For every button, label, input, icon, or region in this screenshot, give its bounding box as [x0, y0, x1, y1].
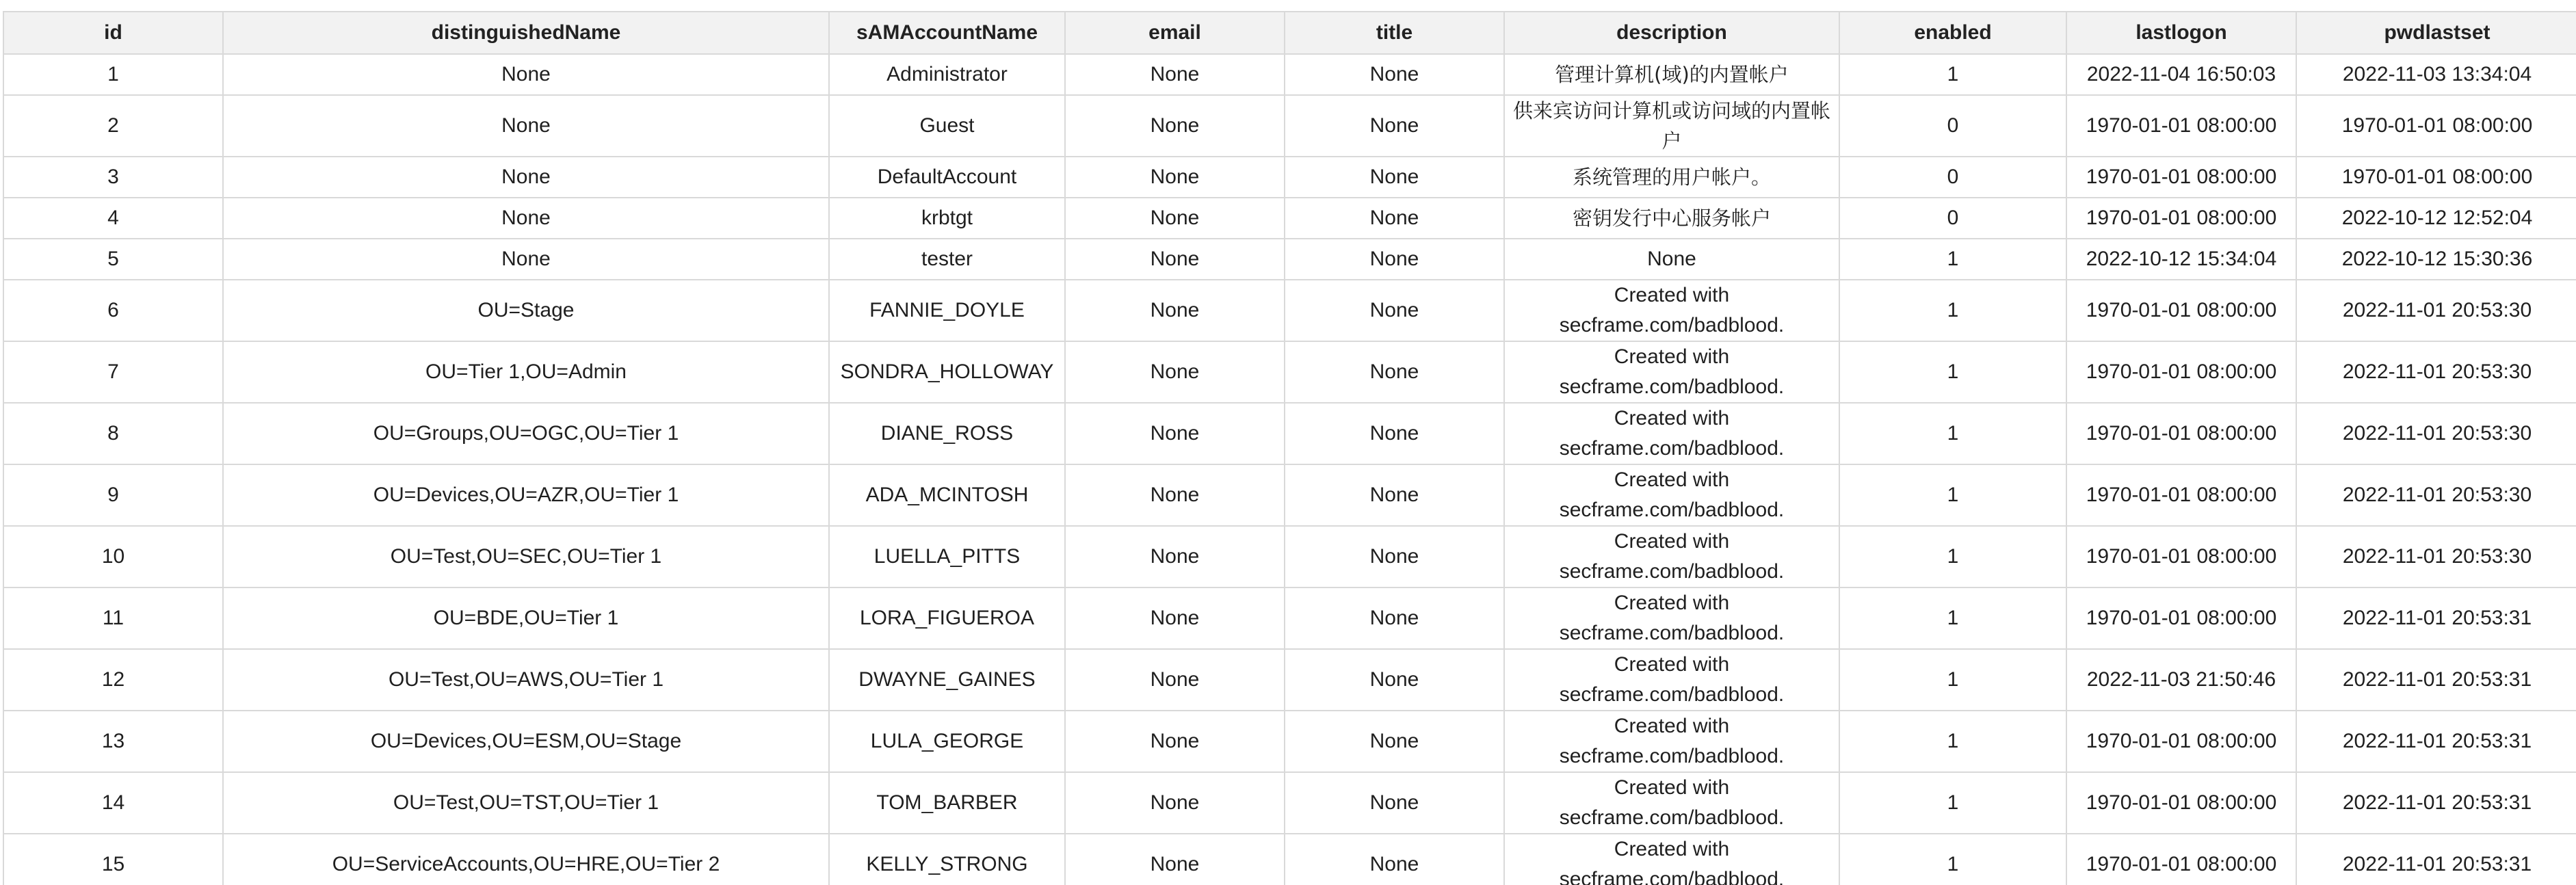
cell-distinguishedname: OU=Test,OU=SEC,OU=Tier 1 — [223, 526, 829, 587]
table-row[interactable] — [3, 198, 2576, 239]
cell-pwdlastset: 2022-11-01 20:53:30 — [2296, 526, 2576, 587]
cell-id: 14 — [3, 772, 223, 834]
table-row[interactable] — [3, 341, 2576, 403]
cell-description: 管理计算机(域)的内置帐户 — [1504, 54, 1839, 95]
table-body — [3, 54, 2576, 885]
cell-distinguishedname: None — [223, 95, 829, 157]
cell-lastlogon: 1970-01-01 08:00:00 — [2066, 526, 2296, 587]
cell-id: 3 — [3, 157, 223, 198]
cell-title: None — [1285, 711, 1504, 772]
cell-samaccountname: ADA_MCINTOSH — [829, 464, 1065, 526]
cell-email: None — [1065, 772, 1285, 834]
cell-enabled: 1 — [1839, 54, 2066, 95]
cell-distinguishedname: OU=Tier 1,OU=Admin — [223, 341, 829, 403]
cell-lastlogon: 1970-01-01 08:00:00 — [2066, 772, 2296, 834]
cell-distinguishedname: OU=Groups,OU=OGC,OU=Tier 1 — [223, 403, 829, 464]
cell-distinguishedname: None — [223, 198, 829, 239]
cell-id: 11 — [3, 587, 223, 649]
cell-enabled: 1 — [1839, 834, 2066, 885]
column-header-lastlogon[interactable]: lastlogon — [2066, 12, 2296, 54]
cell-pwdlastset: 2022-11-01 20:53:30 — [2296, 341, 2576, 403]
cell-distinguishedname: OU=BDE,OU=Tier 1 — [223, 587, 829, 649]
cell-enabled: 1 — [1839, 341, 2066, 403]
cell-lastlogon: 1970-01-01 08:00:00 — [2066, 587, 2296, 649]
column-header-pwdlastset[interactable]: pwdlastset — [2296, 12, 2576, 54]
cell-pwdlastset: 2022-11-01 20:53:30 — [2296, 280, 2576, 341]
cell-id: 8 — [3, 403, 223, 464]
cell-title: None — [1285, 54, 1504, 95]
cell-description: 系统管理的用户帐户。 — [1504, 157, 1839, 198]
cell-email: None — [1065, 198, 1285, 239]
table-row[interactable] — [3, 95, 2576, 157]
cell-email: None — [1065, 464, 1285, 526]
cell-enabled: 0 — [1839, 198, 2066, 239]
table-header — [3, 12, 2576, 54]
column-header-title[interactable]: title — [1285, 12, 1504, 54]
cell-email: None — [1065, 341, 1285, 403]
table-row[interactable] — [3, 464, 2576, 526]
cell-distinguishedname: OU=Stage — [223, 280, 829, 341]
cell-id: 13 — [3, 711, 223, 772]
cell-description: Created with secframe.com/badblood. — [1504, 711, 1839, 772]
cell-enabled: 0 — [1839, 157, 2066, 198]
cell-title: None — [1285, 649, 1504, 711]
cell-samaccountname: DefaultAccount — [829, 157, 1065, 198]
cell-description: Created with secframe.com/badblood. — [1504, 526, 1839, 587]
cell-title: None — [1285, 157, 1504, 198]
cell-email: None — [1065, 649, 1285, 711]
cell-distinguishedname: OU=Devices,OU=ESM,OU=Stage — [223, 711, 829, 772]
cell-lastlogon: 1970-01-01 08:00:00 — [2066, 711, 2296, 772]
cell-description: None — [1504, 239, 1839, 280]
cell-id: 7 — [3, 341, 223, 403]
cell-description: 密钥发行中心服务帐户 — [1504, 198, 1839, 239]
cell-samaccountname: LORA_FIGUEROA — [829, 587, 1065, 649]
table-row[interactable] — [3, 54, 2576, 95]
cell-enabled: 1 — [1839, 403, 2066, 464]
cell-email: None — [1065, 95, 1285, 157]
cell-email: None — [1065, 54, 1285, 95]
cell-pwdlastset: 2022-11-01 20:53:31 — [2296, 649, 2576, 711]
cell-enabled: 1 — [1839, 280, 2066, 341]
cell-enabled: 1 — [1839, 587, 2066, 649]
cell-samaccountname: DWAYNE_GAINES — [829, 649, 1065, 711]
column-header-distinguishedname[interactable]: distinguishedName — [223, 12, 829, 54]
cell-pwdlastset: 2022-11-01 20:53:31 — [2296, 834, 2576, 885]
table-row[interactable] — [3, 403, 2576, 464]
cell-pwdlastset: 1970-01-01 08:00:00 — [2296, 157, 2576, 198]
cell-pwdlastset: 2022-11-03 13:34:04 — [2296, 54, 2576, 95]
table-row[interactable] — [3, 157, 2576, 198]
cell-pwdlastset: 2022-11-01 20:53:31 — [2296, 772, 2576, 834]
cell-distinguishedname: None — [223, 239, 829, 280]
cell-title: None — [1285, 239, 1504, 280]
cell-title: None — [1285, 280, 1504, 341]
cell-pwdlastset: 2022-11-01 20:53:31 — [2296, 587, 2576, 649]
cell-id: 4 — [3, 198, 223, 239]
table-row[interactable] — [3, 587, 2576, 649]
user-table-container — [3, 11, 2576, 885]
user-table — [3, 11, 2576, 885]
cell-title: None — [1285, 95, 1504, 157]
column-header-email[interactable]: email — [1065, 12, 1285, 54]
cell-description: Created with secframe.com/badblood. — [1504, 280, 1839, 341]
cell-email: None — [1065, 526, 1285, 587]
table-row[interactable] — [3, 772, 2576, 834]
cell-title: None — [1285, 341, 1504, 403]
cell-distinguishedname: OU=ServiceAccounts,OU=HRE,OU=Tier 2 — [223, 834, 829, 885]
cell-enabled: 1 — [1839, 649, 2066, 711]
table-row[interactable] — [3, 280, 2576, 341]
column-header-samaccountname[interactable]: sAMAccountName — [829, 12, 1065, 54]
cell-samaccountname: Guest — [829, 95, 1065, 157]
cell-samaccountname: TOM_BARBER — [829, 772, 1065, 834]
cell-lastlogon: 1970-01-01 08:00:00 — [2066, 403, 2296, 464]
cell-distinguishedname: OU=Test,OU=AWS,OU=Tier 1 — [223, 649, 829, 711]
cell-lastlogon: 1970-01-01 08:00:00 — [2066, 834, 2296, 885]
cell-lastlogon: 1970-01-01 08:00:00 — [2066, 198, 2296, 239]
cell-description: Created with secframe.com/badblood. — [1504, 403, 1839, 464]
cell-title: None — [1285, 587, 1504, 649]
cell-title: None — [1285, 834, 1504, 885]
cell-enabled: 1 — [1839, 464, 2066, 526]
cell-email: None — [1065, 587, 1285, 649]
cell-description: Created with secframe.com/badblood. — [1504, 587, 1839, 649]
cell-enabled: 1 — [1839, 772, 2066, 834]
cell-lastlogon: 2022-11-04 16:50:03 — [2066, 54, 2296, 95]
cell-id: 6 — [3, 280, 223, 341]
column-header-enabled[interactable]: enabled — [1839, 12, 2066, 54]
cell-lastlogon: 1970-01-01 08:00:00 — [2066, 464, 2296, 526]
table-row[interactable] — [3, 239, 2576, 280]
cell-id: 9 — [3, 464, 223, 526]
cell-lastlogon: 1970-01-01 08:00:00 — [2066, 157, 2296, 198]
cell-samaccountname: Administrator — [829, 54, 1065, 95]
cell-pwdlastset: 2022-11-01 20:53:31 — [2296, 711, 2576, 772]
cell-email: None — [1065, 711, 1285, 772]
cell-lastlogon: 2022-10-12 15:34:04 — [2066, 239, 2296, 280]
cell-samaccountname: krbtgt — [829, 198, 1065, 239]
cell-description: Created with secframe.com/badblood. — [1504, 649, 1839, 711]
cell-id: 12 — [3, 649, 223, 711]
table-row[interactable] — [3, 834, 2576, 885]
cell-distinguishedname: OU=Test,OU=TST,OU=Tier 1 — [223, 772, 829, 834]
cell-id: 1 — [3, 54, 223, 95]
cell-title: None — [1285, 403, 1504, 464]
cell-pwdlastset: 2022-10-12 12:52:04 — [2296, 198, 2576, 239]
cell-pwdlastset: 1970-01-01 08:00:00 — [2296, 95, 2576, 157]
cell-distinguishedname: OU=Devices,OU=AZR,OU=Tier 1 — [223, 464, 829, 526]
cell-distinguishedname: None — [223, 54, 829, 95]
cell-description: Created with secframe.com/badblood. — [1504, 464, 1839, 526]
cell-email: None — [1065, 157, 1285, 198]
cell-samaccountname: LULA_GEORGE — [829, 711, 1065, 772]
cell-pwdlastset: 2022-11-01 20:53:30 — [2296, 403, 2576, 464]
cell-email: None — [1065, 280, 1285, 341]
cell-email: None — [1065, 834, 1285, 885]
cell-lastlogon: 2022-11-03 21:50:46 — [2066, 649, 2296, 711]
cell-title: None — [1285, 464, 1504, 526]
cell-title: None — [1285, 526, 1504, 587]
cell-pwdlastset: 2022-10-12 15:30:36 — [2296, 239, 2576, 280]
column-header-description[interactable]: description — [1504, 12, 1839, 54]
cell-description: Created with secframe.com/badblood. — [1504, 772, 1839, 834]
cell-enabled: 1 — [1839, 711, 2066, 772]
table-row[interactable] — [3, 649, 2576, 711]
cell-id: 5 — [3, 239, 223, 280]
table-row[interactable] — [3, 526, 2576, 587]
column-header-id[interactable]: id — [3, 12, 223, 54]
cell-samaccountname: SONDRA_HOLLOWAY — [829, 341, 1065, 403]
cell-title: None — [1285, 198, 1504, 239]
cell-id: 15 — [3, 834, 223, 885]
cell-description: Created with secframe.com/badblood. — [1504, 341, 1839, 403]
cell-enabled: 0 — [1839, 95, 2066, 157]
cell-id: 10 — [3, 526, 223, 587]
cell-title: None — [1285, 772, 1504, 834]
cell-lastlogon: 1970-01-01 08:00:00 — [2066, 95, 2296, 157]
cell-email: None — [1065, 403, 1285, 464]
cell-samaccountname: LUELLA_PITTS — [829, 526, 1065, 587]
cell-samaccountname: KELLY_STRONG — [829, 834, 1065, 885]
cell-pwdlastset: 2022-11-01 20:53:30 — [2296, 464, 2576, 526]
cell-distinguishedname: None — [223, 157, 829, 198]
cell-enabled: 1 — [1839, 526, 2066, 587]
table-row[interactable] — [3, 711, 2576, 772]
header-row — [3, 12, 2576, 54]
cell-enabled: 1 — [1839, 239, 2066, 280]
cell-lastlogon: 1970-01-01 08:00:00 — [2066, 280, 2296, 341]
cell-lastlogon: 1970-01-01 08:00:00 — [2066, 341, 2296, 403]
cell-samaccountname: tester — [829, 239, 1065, 280]
cell-samaccountname: FANNIE_DOYLE — [829, 280, 1065, 341]
cell-description: 供来宾访问计算机或访问域的内置帐户 — [1504, 95, 1839, 157]
cell-samaccountname: DIANE_ROSS — [829, 403, 1065, 464]
cell-description: Created with secframe.com/badblood. — [1504, 834, 1839, 885]
cell-email: None — [1065, 239, 1285, 280]
cell-id: 2 — [3, 95, 223, 157]
